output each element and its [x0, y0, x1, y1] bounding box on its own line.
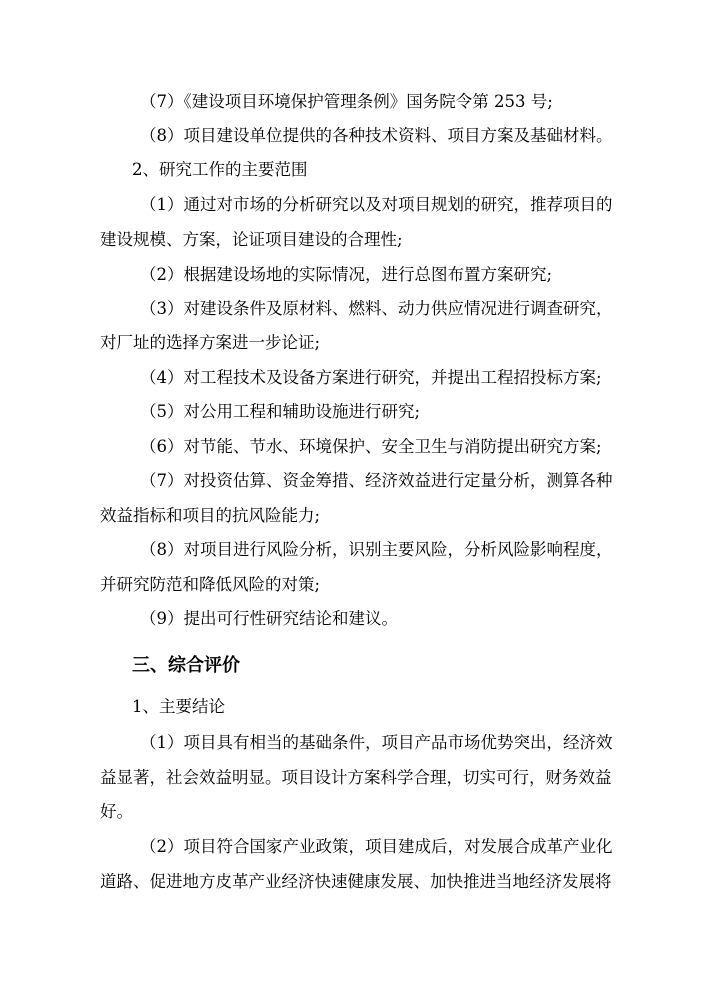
paragraph-line: 好。: [100, 802, 133, 821]
paragraph-line: （6）对节能、节水、环境保护、安全卫生与消防提出研究方案;: [140, 437, 602, 456]
section-heading: 三、综合评价: [132, 655, 240, 676]
paragraph-line: （9）提出可行性研究结论和建议。: [140, 609, 398, 628]
paragraph-line: （7）对投资估算、资金筹措、经济效益进行定量分析，测算各种: [140, 471, 613, 490]
paragraph-line: （8）对项目进行风险分析，识别主要风险，分析风险影响程度，: [140, 540, 613, 559]
paragraph-line: 建设规模、方案，论证项目建设的合理性;: [100, 230, 403, 249]
paragraph-line: （5）对公用工程和辅助设施进行研究;: [140, 402, 421, 421]
subsection-heading: 1、主要结论: [132, 697, 225, 716]
paragraph-line: （1）项目具有相当的基础条件，项目产品市场优势突出，经济效: [140, 733, 613, 752]
paragraph-line: （4）对工程技术及设备方案进行研究，并提出工程招投标方案;: [140, 368, 602, 387]
paragraph-line: （8）项目建设单位提供的各种技术资料、项目方案及基础材料。: [140, 126, 613, 145]
subsection-heading: 2、研究工作的主要范围: [132, 160, 308, 179]
paragraph-line: （1）通过对市场的分析研究以及对项目规划的研究，推荐项目的: [140, 195, 613, 214]
paragraph-line: 益显著，社会效益明显。项目设计方案科学合理，切实可行，财务效益: [100, 768, 612, 787]
paragraph-line: （3）对建设条件及原材料、燃料、动力供应情况进行调查研究，: [140, 299, 613, 318]
paragraph-line: （2）项目符合国家产业政策，项目建成后，对发展合成革产业化: [140, 837, 613, 856]
paragraph-line: 并研究防范和降低风险的对策;: [100, 575, 321, 594]
paragraph-line: 效益指标和项目的抗风险能力;: [100, 506, 321, 525]
paragraph-line: （7）《建设项目环境保护管理条例》国务院令第 253 号;: [140, 92, 553, 111]
paragraph-line: 道路、促进地方皮革产业经济快速健康发展、加快推进当地经济发展将: [100, 872, 612, 891]
paragraph-line: （2）根据建设场地的实际情况，进行总图布置方案研究;: [140, 265, 553, 284]
paragraph-line: 对厂址的选择方案进一步论证;: [100, 333, 321, 352]
